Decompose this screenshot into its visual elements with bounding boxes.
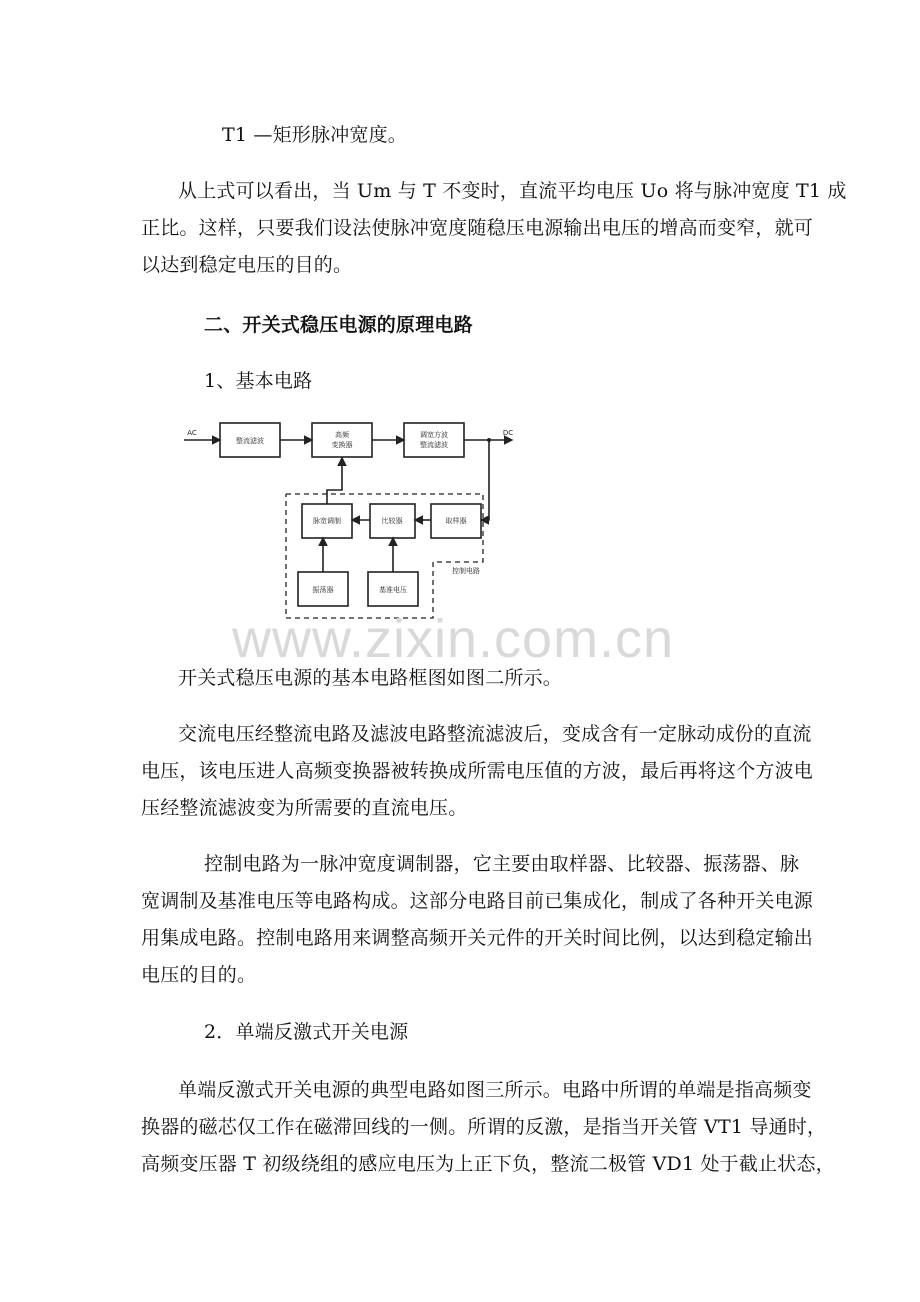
ac-label: AC	[187, 429, 197, 437]
text-line: 从上式可以看出，当 Um 与 T 不变时，直流平均电压 Uo 将与脉冲宽度 T1 成	[178, 180, 847, 202]
output-label-2: 整流滤波	[420, 441, 448, 449]
pwm-label: 脉宽调制	[313, 517, 341, 525]
hf-converter-label-1: 高频	[335, 431, 349, 439]
section-heading: 二、开关式稳压电源的原理电路	[204, 314, 473, 336]
figure-caption: 开关式稳压电源的基本电路框图如图二所示。	[178, 667, 563, 689]
hf-converter-label-2: 变换器	[331, 441, 353, 449]
subsection-heading: 2．单端反激式开关电源	[204, 1021, 409, 1043]
text-line: 宽调制及基准电压等电路构成。这部分电路目前已集成化，制成了各种开关电源	[141, 890, 814, 912]
output-label-1: 调宽方波	[420, 431, 448, 439]
text-line: 以达到稳定电压的目的。	[141, 254, 353, 276]
hf-converter-block	[312, 423, 372, 457]
text-line: 用集成电路。控制电路用来调整高频开关元件的开关时间比例，以达到稳定输出	[141, 927, 814, 949]
comparator-label: 比较器	[381, 517, 403, 525]
text-line: 压经整流滤波变为所需要的直流电压。	[141, 797, 468, 819]
text-line: 单端反激式开关电源的典型电路如图三所示。电路中所谓的单端是指高频变	[178, 1079, 812, 1101]
text-line: T1 —矩形脉冲宽度。	[222, 124, 408, 146]
control-circuit-label: 控制电路	[452, 567, 480, 575]
subsection-heading: 1、基本电路	[204, 370, 313, 392]
oscillator-label: 振荡器	[312, 586, 334, 594]
dc-label: DC	[502, 429, 514, 437]
text-line: 正比。这样，只要我们设法使脉冲宽度随稳压电源输出电压的增高而变窄，就可	[141, 217, 814, 239]
text-line: 交流电压经整流电路及滤波电路整流滤波后，变成含有一定脉动成份的直流	[178, 723, 812, 745]
rectifier-label: 整流滤波	[236, 437, 264, 445]
block-diagram	[178, 420, 523, 630]
text-line: 电压，该电压进人高频变换器被转换成所需电压值的方波，最后再将这个方波电	[141, 760, 814, 782]
reference-label: 基准电压	[379, 586, 407, 594]
text-line: 电压的目的。	[141, 964, 257, 986]
text-line: 控制电路为一脉冲宽度调制器，它主要由取样器、比较器、振荡器、脉	[204, 853, 800, 875]
text-line: 换器的磁芯仅工作在磁滞回线的一侧。所谓的反激，是指当开关管 VT1 导通时，	[141, 1116, 827, 1138]
sampler-label: 取样器	[445, 517, 467, 525]
watermark: www.zixin.com.cn	[232, 609, 675, 669]
text-line: 高频变压器 T 初级绕组的感应电压为上正下负，整流二极管 VD1 处于截止状态，	[141, 1153, 835, 1175]
output-rectifier-block	[404, 423, 464, 457]
